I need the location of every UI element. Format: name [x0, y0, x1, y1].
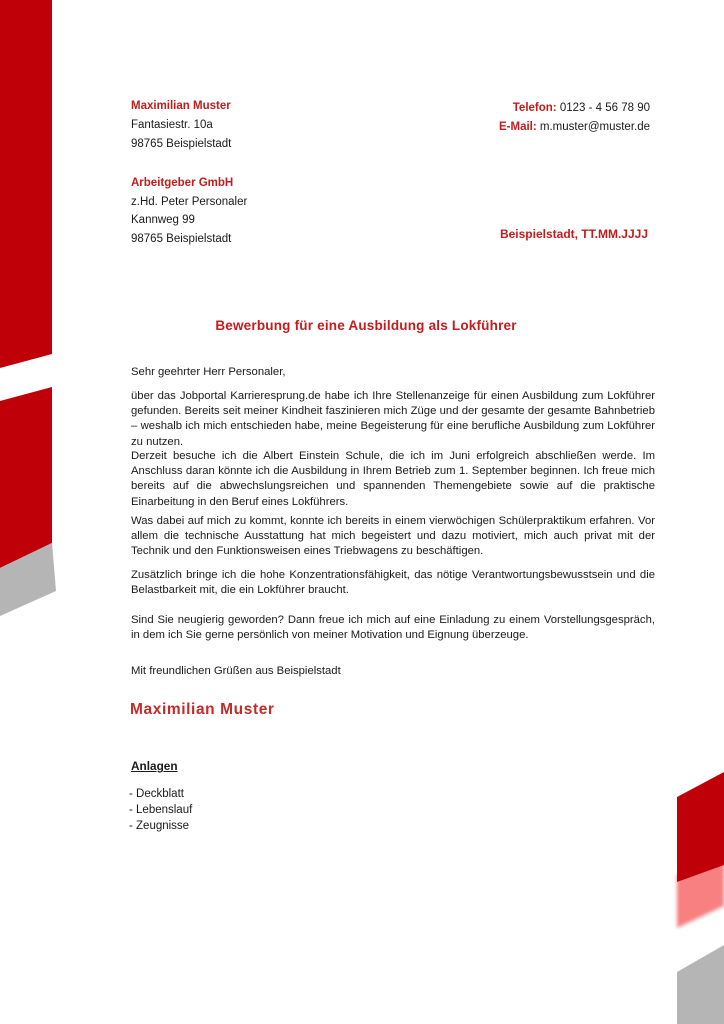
enclosures-title: Anlagen	[131, 759, 178, 773]
sender-block	[131, 97, 231, 154]
subject-line: Bewerbung für eine Ausbildung als Lokführer	[215, 318, 517, 333]
salutation: Sehr geehrter Herr Personaler,	[131, 366, 286, 378]
body-paragraph-4: Zusätzlich bringe ich die hohe Konzentrationsfähigkeit, das nötige Verantwortungsbewusstsein und die Belastbarkeit mit, die ein Lokführer braucht.	[131, 569, 655, 597]
enclosure-item: - Zeugnisse	[129, 819, 190, 832]
sender-street: Fantasiestr. 10a	[131, 119, 213, 131]
signature-name: Maximilian Muster	[130, 701, 275, 718]
decor-bottomright-red-band	[677, 772, 724, 882]
enclosure-item: - Lebenslauf	[129, 803, 193, 816]
body-paragraph-3: Was dabei auf mich zu kommt, konnte ich bereits in einem vierwöchigen Schülerpraktikum erfahren. Vor allem die technische Ausstattung hat mich begeistert und dazu motiviert, mich auch privat mit der Technik und den Funktionsweisen eines Triebwagens zu beschäftigen.	[131, 515, 655, 558]
decor-bottomright-salmon-band	[677, 858, 724, 928]
decor-topleft-red-band	[0, 387, 52, 568]
body-paragraph-5: Sind Sie neugierig geworden? Dann freue ich mich auf eine Einladung zu einem Vorstellungsgespräch, in dem ich Sie gerne persönlich von meiner Motivation und Eignung überzeuge.	[131, 614, 655, 642]
recipient-street: Kannweg 99	[131, 214, 195, 226]
phone-line	[499, 99, 650, 118]
body-paragraph-2: Derzeit besuche ich die Albert Einstein Schule, die ich im Juni erfolgreich abschließen werde. Im Anschluss daran könnte ich die Ausbildung in Ihrem Betrieb zum 1. September beginnen. Ich freue mich bereits auf die abwechslungsreichen und spannenden Themengebiete sowie auf die praktische Einarbeitung in den Beruf eines Lokführers.	[131, 450, 655, 508]
recipient-block	[131, 174, 247, 248]
body-paragraph-1: über das Jobportal Karrieresprung.de habe ich Ihre Stellenanzeige für einen Ausbildung zum Lokführer gefunden. Bereits seit meiner Kindheit faszinieren mich Züge und der gesamte der gesamte Bahnbetrieb – weshalb ich mich entschieden habe, meine Begeisterung für eine berufliche Ausbildung zum Lokführer zu nutzen.	[131, 390, 655, 448]
recipient-company: Arbeitgeber GmbH	[131, 177, 234, 189]
sender-city: 98765 Beispielstadt	[131, 138, 232, 150]
phone-label: Telefon:	[512, 102, 557, 114]
email-value: m.muster@muster.de	[539, 121, 650, 133]
email-label: E-Mail:	[499, 121, 537, 133]
decor-topleft-gray-band	[0, 543, 56, 616]
date-line: Beispielstadt, TT.MM.JJJJ	[499, 227, 648, 241]
enclosures-list	[129, 787, 192, 834]
phone-value: 0123 - 4 56 78 90	[559, 102, 650, 114]
decor-bottomright-gray-wedge	[677, 945, 724, 1024]
email-line	[499, 118, 650, 137]
recipient-city: 98765 Beispielstadt	[131, 232, 232, 245]
closing-line: Mit freundlichen Grüßen aus Beispielstadt	[131, 665, 341, 677]
contact-block	[499, 99, 650, 137]
sender-name: Maximilian Muster	[131, 100, 231, 112]
recipient-attention: z.Hd. Peter Personaler	[131, 195, 248, 208]
enclosure-item: - Deckblatt	[129, 788, 184, 800]
decor-topleft-red-bar	[0, 0, 52, 368]
